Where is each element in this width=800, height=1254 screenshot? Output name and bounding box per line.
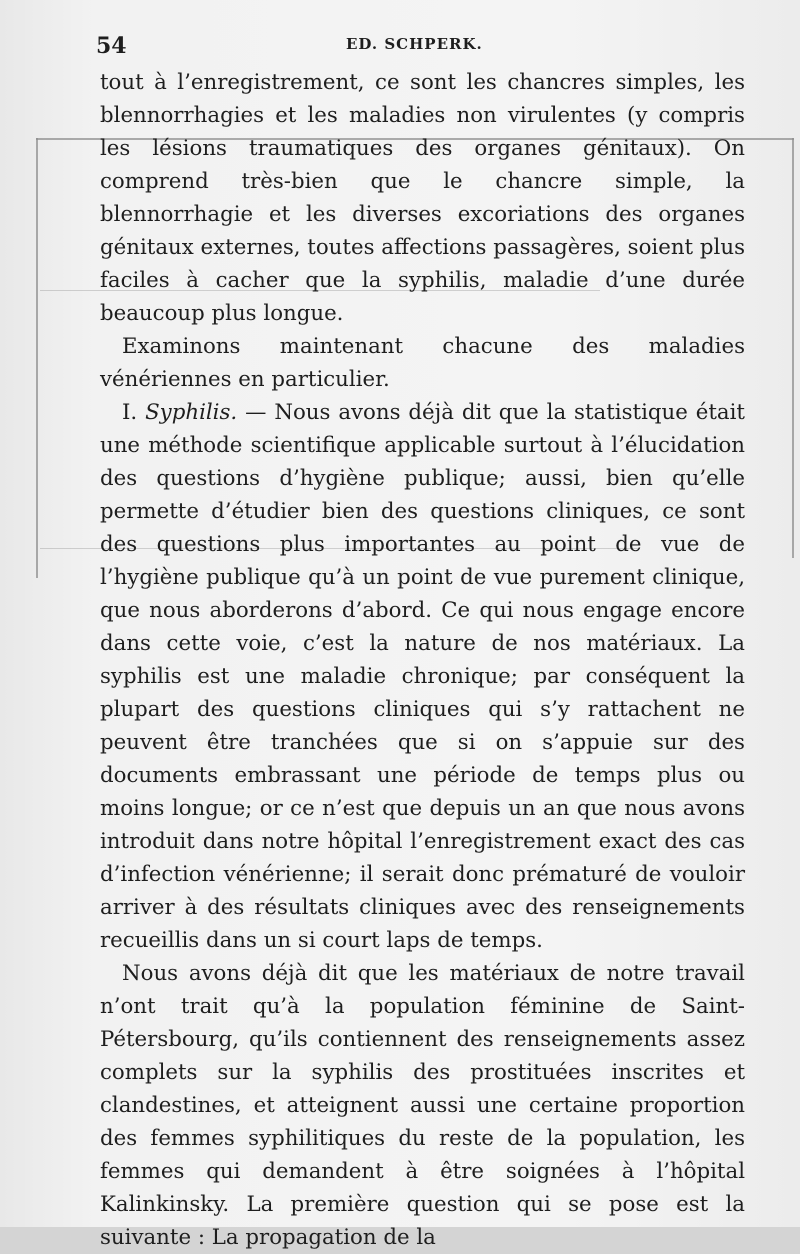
paragraph-1-text: tout à l’enregistrement, ce sont les chancres simples, les blennorrhagies et les maladies non virulentes (y compris les lésions traumatiques des organes génitaux). On comprend très-bien que le chancre simple, la blennorrhagie et les diverses excoriations des organes génitaux externes, toutes affections passagères, soient plus faciles à cacher que la syphilis, maladie d’une durée beaucoup plus longue. (100, 70, 745, 326)
paragraph-1 (100, 66, 745, 330)
show-through-rule-right (792, 138, 794, 558)
paragraph-4 (100, 957, 745, 1254)
paragraph-3-text: — Nous avons déjà dit que la statistique était une méthode scientifique applicable surtout à l’élucidation des questions d’hygiène publique; aussi, bien qu’elle permette d’étudier bien des questions cliniques, ce sont des questions plus importantes au point de vue de l’hygiène publique qu’à un point de vue purement clinique, que nous aborderons d’abord. Ce qui nous engage encore dans cette voie, c’est la nature de nos matériaux. La syphilis est une maladie chronique; par conséquent la plupart des questions cliniques qui s’y rattachent ne peuvent être tranchées que si on s’appuie sur des documents embrassant une période de temps plus ou moins longue; or ce n’est que depuis un an que nous avons introduit dans notre hôpital l’enregistrement exact des cas d’infection vénérienne; il serait donc prématuré de vouloir arriver à des résultats cliniques avec des renseignements recueillis dans un si court laps de temps. (100, 400, 745, 953)
running-head: ED. SCHPERK. (346, 35, 483, 53)
body-text (100, 66, 745, 1254)
paragraph-2 (100, 330, 745, 396)
paragraph-3 (100, 396, 745, 957)
section-number: I. (122, 400, 146, 425)
section-title: Syphilis. (145, 400, 238, 425)
paragraph-2-text: Examinons maintenant chacune des maladies vénériennes en particulier. (100, 334, 745, 392)
show-through-rule-left (36, 138, 38, 578)
page-number: 54 (96, 33, 127, 59)
page-header (96, 33, 746, 59)
paragraph-4-text: Nous avons déjà dit que les matériaux de notre travail n’ont trait qu’à la population féminine de Saint-Pétersbourg, qu’ils contiennent des renseignements assez complets sur la syphilis des prostituées inscrites et clandestines, et atteignent aussi une certaine proportion des femmes syphilitiques du reste de la population, les femmes qui demandent à être soignées à l’hôpital Kalinkinsky. La première question qui se pose est la suivante : La propagation de la (100, 961, 745, 1250)
